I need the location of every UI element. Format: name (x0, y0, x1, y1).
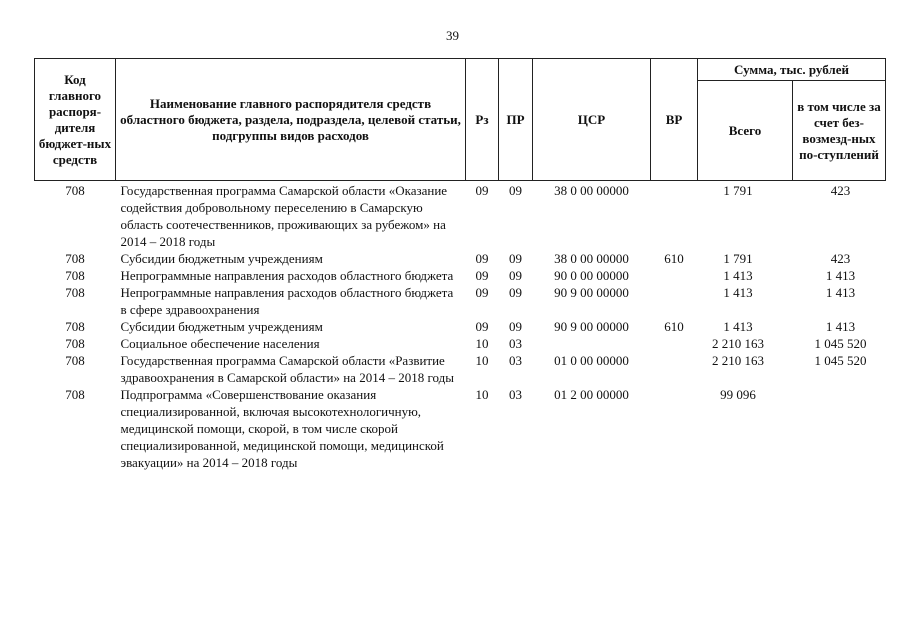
cell-pr: 09 (509, 251, 522, 266)
cell-total: 1 791 (723, 183, 753, 198)
cell-csr: 90 0 00 00000 (554, 268, 629, 283)
cell-pr: 09 (509, 183, 522, 198)
cell-free: 1 045 520 (814, 336, 867, 351)
table-row (35, 318, 886, 335)
cell-rz: 10 (475, 387, 489, 402)
cell-csr: 90 9 00 00000 (554, 319, 629, 334)
cell-vr (651, 181, 698, 251)
header-csr: ЦСР (533, 59, 651, 181)
cell-free: 1 413 (825, 319, 856, 334)
header-vr: ВР (651, 59, 698, 181)
cell-code: 708 (65, 319, 85, 334)
cell-name: Субсидии бюджетным учреждениям (120, 251, 323, 266)
table-body (35, 181, 886, 472)
cell-csr (533, 335, 651, 352)
cell-vr (651, 386, 698, 471)
cell-name: Подпрограмма «Совершенствование оказания специализированной, включая высокотехнологичную, медицинской помощи, скорой, в том числе скорой специализированной, медицинской помощи, медицинской эвакуации» на 2014 – 2018 годы (120, 387, 444, 470)
cell-name: Субсидии бюджетным учреждениям (120, 319, 323, 334)
page-number: 39 (446, 28, 459, 43)
cell-free: 423 (830, 251, 851, 266)
cell-pr: 09 (509, 319, 522, 334)
cell-total: 1 791 (723, 251, 753, 266)
cell-vr: 610 (664, 251, 684, 266)
cell-pr: 09 (509, 285, 522, 300)
table-row (35, 335, 886, 352)
cell-free: 1 413 (825, 285, 856, 300)
cell-code: 708 (65, 387, 85, 402)
cell-code: 708 (65, 268, 85, 283)
cell-csr: 01 0 00 00000 (554, 353, 629, 368)
cell-total: 1 413 (723, 268, 753, 283)
table-header (35, 59, 886, 181)
cell-code: 708 (65, 251, 85, 266)
table-row (35, 352, 886, 386)
header-sum: Сумма, тыс. рублей (698, 59, 886, 81)
cell-vr (651, 335, 698, 352)
cell-pr: 03 (509, 353, 522, 368)
cell-vr (651, 352, 698, 386)
cell-free: 1 413 (825, 268, 856, 283)
cell-rz: 09 (475, 268, 489, 283)
cell-csr: 90 9 00 00000 (554, 285, 629, 300)
cell-rz: 10 (475, 336, 489, 351)
table-row (35, 181, 886, 251)
cell-name: Социальное обеспечение населения (120, 336, 320, 351)
header-free: в том числе за счет без-возмезд-ных по-ступлений (793, 81, 886, 181)
cell-pr: 09 (509, 268, 522, 283)
cell-total: 2 210 163 (712, 336, 764, 351)
cell-code: 708 (65, 336, 85, 351)
header-total: Всего (698, 81, 793, 181)
cell-free: 1 045 520 (814, 353, 867, 368)
cell-csr: 38 0 00 00000 (554, 251, 629, 266)
cell-rz: 09 (475, 285, 489, 300)
cell-pr: 03 (509, 387, 522, 402)
cell-rz: 10 (475, 353, 489, 368)
cell-total: 99 096 (720, 387, 756, 402)
budget-table (34, 58, 886, 471)
cell-name: Непрограммные направления расходов областного бюджета (120, 268, 454, 283)
cell-vr: 610 (664, 319, 684, 334)
cell-code: 708 (65, 285, 85, 300)
header-pr: ПР (499, 59, 533, 181)
table-row (35, 250, 886, 267)
cell-total: 1 413 (723, 285, 753, 300)
cell-total: 1 413 (723, 319, 753, 334)
header-rz: Рз (466, 59, 499, 181)
cell-rz: 09 (475, 183, 489, 198)
cell-rz: 09 (475, 319, 489, 334)
cell-vr (651, 267, 698, 284)
header-code: Код главного распоря-дителя бюджет-ных средств (35, 59, 116, 181)
cell-name: Государственная программа Самарской области «Развитие здравоохранения в Самарской области» на 2014 – 2018 годы (120, 353, 454, 385)
cell-csr: 38 0 00 00000 (554, 183, 629, 198)
table-row (35, 386, 886, 471)
cell-pr: 03 (509, 336, 522, 351)
cell-rz: 09 (475, 251, 489, 266)
cell-free: 423 (830, 183, 851, 198)
cell-code: 708 (65, 353, 85, 368)
cell-total: 2 210 163 (712, 353, 764, 368)
cell-csr: 01 2 00 00000 (554, 387, 629, 402)
cell-name: Государственная программа Самарской области «Оказание содействия добровольному переселению в Самарскую область соотечественников, проживающих за рубежом» на 2014 – 2018 годы (120, 183, 448, 249)
cell-name: Непрограммные направления расходов областного бюджета в сфере здравоохранения (120, 285, 454, 317)
table-row (35, 284, 886, 318)
cell-code: 708 (65, 183, 85, 198)
table-row (35, 267, 886, 284)
cell-free (793, 386, 886, 471)
header-name: Наименование главного распорядителя средств областного бюджета, раздела, подраздела, целевой статьи, подгруппы видов расходов (116, 59, 466, 181)
cell-vr (651, 284, 698, 318)
